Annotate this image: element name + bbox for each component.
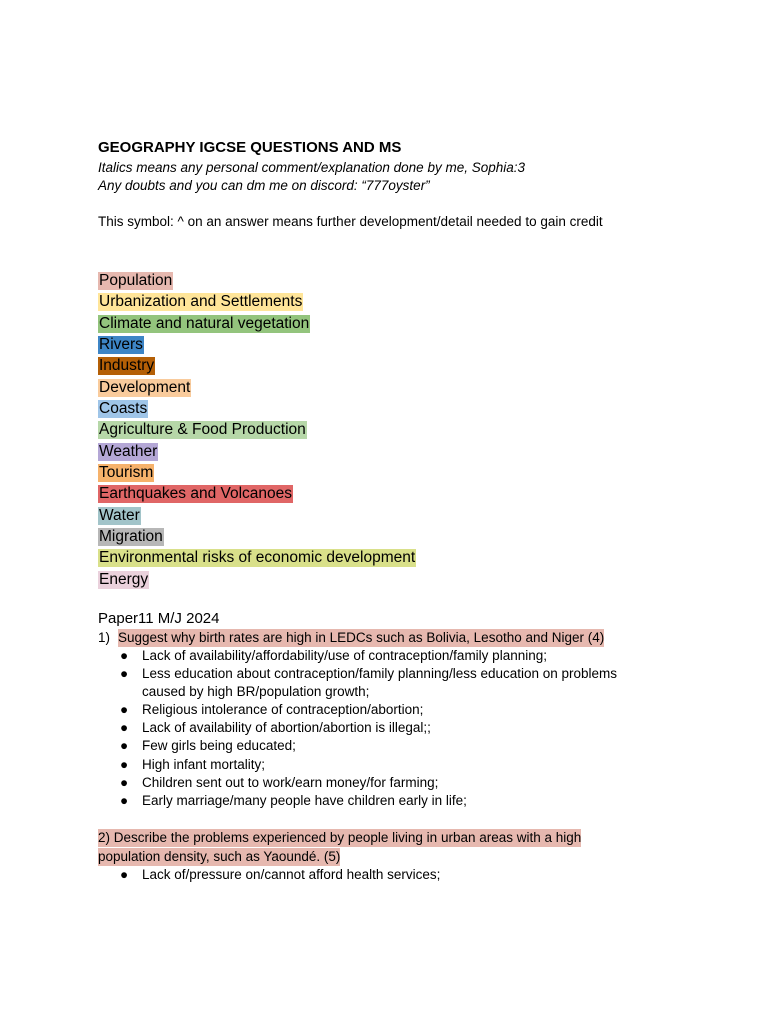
question-2-text-line-2: population density, such as Yaoundé. (5) [98,849,341,864]
topic-earthquakes[interactable]: Earthquakes and Volcanoes [99,485,293,502]
bullet-icon: ● [120,720,129,735]
bullet-icon: ● [120,793,129,808]
topic-urbanization[interactable]: Urbanization and Settlements [99,293,303,310]
intro-line-1: Italics means any personal comment/explanation done by me, Sophia:3 [98,160,525,175]
bullet-icon: ● [120,666,129,681]
question-2-text-line-1: 2) Describe the problems experienced by people living in urban areas with a high [98,830,582,845]
bullet-icon: ● [120,738,129,753]
bullet-icon: ● [120,775,129,790]
bullet-icon: ● [120,867,129,882]
topic-rivers[interactable]: Rivers [99,336,143,353]
topic-migration[interactable]: Migration [99,528,163,545]
paper-heading: Paper11 M/J 2024 [98,610,220,627]
symbol-note: This symbol: ^ on an answer means further development/detail needed to gain credit [98,214,603,229]
question-1-text: Suggest why birth rates are high in LEDCs such as Bolivia, Lesotho and Niger (4) [118,630,605,645]
topic-coasts[interactable]: Coasts [99,400,148,417]
topic-industry[interactable]: Industry [99,357,155,374]
topic-tourism[interactable]: Tourism [99,464,154,481]
intro-line-2: Any doubts and you can dm me on discord: “777oyster” [98,178,430,193]
topic-climate[interactable]: Climate and natural vegetation [99,315,310,332]
bullet-icon: ● [120,702,129,717]
bullet-icon: ● [120,757,129,772]
topic-agriculture[interactable]: Agriculture & Food Production [99,421,306,438]
document-title: GEOGRAPHY IGCSE QUESTIONS AND MS [98,139,402,156]
topic-energy[interactable]: Energy [99,571,149,588]
bullet-icon: ● [120,648,129,663]
topic-weather[interactable]: Weather [99,443,158,460]
topic-water[interactable]: Water [99,507,140,524]
topic-development[interactable]: Development [99,379,191,396]
topic-population[interactable]: Population [99,272,173,289]
question-1-number: 1) [98,630,111,645]
topic-environmental-risks[interactable]: Environmental risks of economic development [99,549,416,566]
